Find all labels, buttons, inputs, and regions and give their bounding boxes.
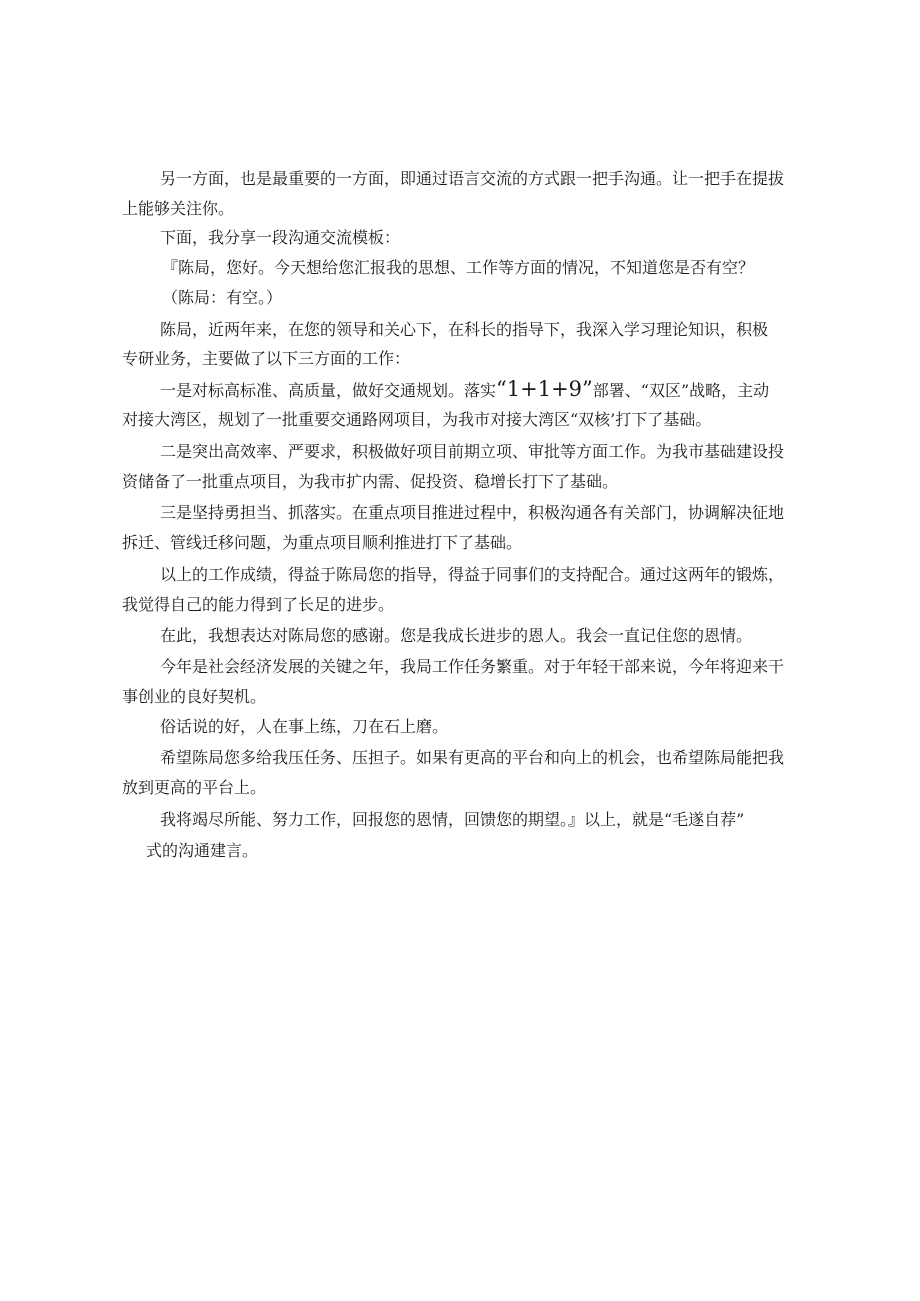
paragraph-line: 对接大湾区，规划了一批重要交通路网项目，为我市对接大湾区“双核’打下了基础。 — [122, 410, 712, 429]
paragraph-line: 式的沟通建言。 — [146, 841, 259, 860]
paragraph-line: 下面，我分享一段沟通交流模板： — [160, 228, 401, 247]
paragraph-line: 『陈局，您好。今天想给您汇报我的思想、工作等方面的情况，不知道您是否有空？ — [162, 258, 755, 277]
paragraph-line: 放到更高的平台上。 — [122, 778, 267, 797]
paragraph-line: 专研业务，主要做了以下三方面的工作： — [122, 349, 411, 368]
text-segment: 一是对标高标准、高质量，做好交通规划。落实 — [160, 381, 497, 400]
text-segment: 部署、“双区”战略，主动 — [592, 381, 770, 400]
paragraph-line: 俗话说的好，人在事上练，刀在石上磨。 — [160, 717, 449, 736]
paragraph-line: 希望陈局您多给我压任务、压担子。如果有更高的平台和向上的机会，也希望陈局能把我 — [160, 748, 785, 767]
paragraph-line: 资储备了一批重点项目，为我市扩内需、促投资、稳增长打下了基础。 — [122, 472, 619, 491]
paragraph-line: 另一方面，也是最重要的一方面，即通过语言交流的方式跟一把手沟通。让一把手在提拔 — [160, 169, 785, 188]
paragraph-line: 二是突出高效率、严要求，积极做好项目前期立项、审批等方面工作。为我市基础建设投 — [160, 442, 785, 461]
paragraph-line: 三是坚持勇担当、抓落实。在重点项目推进过程中，积极沟通各有关部门，协调解决征地 — [160, 503, 785, 522]
paragraph-line: （陈局：有空。） — [162, 288, 283, 307]
paragraph-line: 拆迁、管线迁移问题，为重点项目顺利推进打下了基础。 — [122, 533, 523, 552]
plan-code: “1+1+9” — [496, 377, 593, 401]
paragraph-line: 我将竭尽所能、努力工作，回报您的恩情，回馈您的期望。』以上，就是“毛遂自荐” — [160, 810, 745, 829]
paragraph-line: 我觉得自己的能力得到了长足的进步。 — [122, 595, 395, 614]
paragraph-line: 上能够关注你。 — [122, 199, 235, 218]
paragraph-line: 陈局，近两年来，在您的领导和关心下，在科长的指导下，我深入学习理论知识，积极 — [160, 320, 769, 339]
paragraph-line: 今年是社会经济发展的关键之年，我局工作任务繁重。对于年轻干部来说，今年将迎来干 — [160, 657, 785, 676]
paragraph-line — [160, 379, 769, 399]
paragraph-line: 在此，我想表达对陈局您的感谢。您是我成长进步的恩人。我会一直记住您的恩情。 — [160, 626, 753, 645]
paragraph-line: 以上的工作成绩，得益于陈局您的指导，得益于同事们的支持配合。通过这两年的锻炼， — [160, 565, 785, 584]
paragraph-line: 事创业的良好契机。 — [122, 687, 267, 706]
